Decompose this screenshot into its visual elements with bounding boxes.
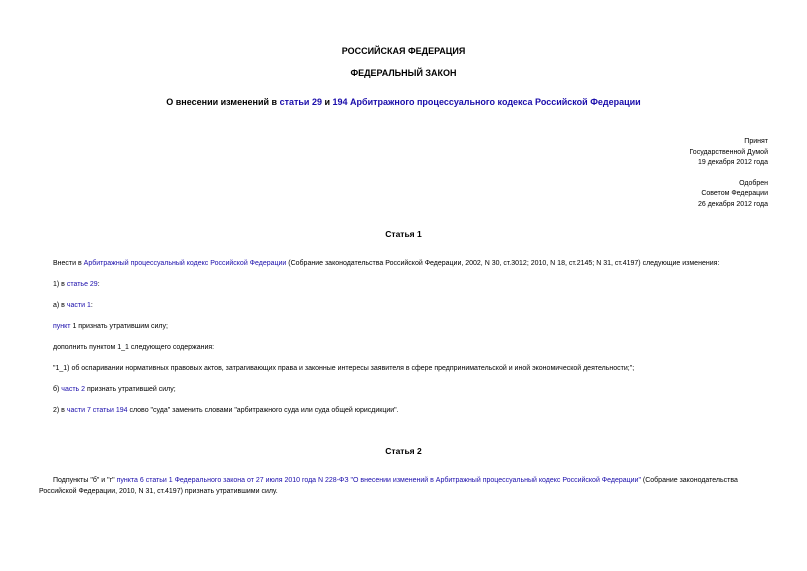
approved-date: 26 декабря 2012 года [697, 200, 768, 208]
title-link-194[interactable]: 194 [332, 97, 348, 107]
article1-punkt: пункт 1 признать утратившим силу; [53, 323, 168, 330]
article1-item1: 1) в статье 29: [53, 281, 100, 288]
link-article-29[interactable]: статье 29 [66, 281, 98, 288]
article1-item-b: б) часть 2 признать утратившей силу; [53, 386, 176, 393]
header-law-type: ФЕДЕРАЛЬНЫЙ ЗАКОН [350, 68, 457, 78]
approved-by: Советом Федерации [701, 190, 768, 197]
header-country: РОССИЙСКАЯ ФЕДЕРАЦИЯ [341, 46, 466, 56]
article1-item-a: а) в части 1: [53, 302, 93, 309]
link-part-7-article-194[interactable]: части 7 статьи 194 [66, 407, 128, 414]
approved-label: Одобрен [739, 179, 768, 187]
title-prefix: О внесении изменений в [166, 97, 280, 107]
document-title [0, 97, 807, 107]
article2-paragraph-line2: Российской Федерации, 2010, N 31, ст.4197) признать утратившими силу. [39, 488, 278, 495]
title-link-apk[interactable]: Арбитражного процессуального кодекса Российской Федерации [347, 97, 641, 107]
article2-paragraph-line1: Подпункты "б" и "г" пункта 6 статьи 1 Федерального закона от 27 июля 2010 года N 228-ФЗ "О внесении изменений в Арбитражный процессуальный кодекс Российской Федерации" (Собрание законодательства [53, 477, 738, 484]
link-federal-law-228[interactable]: пункта 6 статьи 1 Федерального закона от 27 июля 2010 года N 228-ФЗ "О внесении изменений в Арбитражный процессуальный кодекс Российской Федерации" [116, 477, 641, 484]
adopted-label: Принят [744, 138, 768, 145]
article1-intro: Внести в Арбитражный процессуальный кодекс Российской Федерации (Собрание законодательства Российской Федерации, 2002, N 30, ст.3012; 2010, N 18, ст.2145; N 31, ст.4197) следующие изменения: [53, 260, 720, 267]
link-apk[interactable]: Арбитражный процессуальный кодекс Российской Федерации [83, 260, 287, 267]
adoption-block [689, 137, 768, 210]
link-part-1[interactable]: части 1 [66, 302, 91, 309]
title-mid: и [321, 97, 333, 107]
article1-quote: "1_1) об оспаривании нормативных правовых актов, затрагивающих права и законные интересы заявителя в сфере предпринимательской и иной экономической деятельности;"; [53, 365, 635, 372]
link-punkt[interactable]: пункт [53, 323, 71, 330]
adopted-date: 19 декабря 2012 года [697, 159, 768, 166]
article1-heading: Статья 1 [385, 229, 422, 239]
article2-heading: Статья 2 [385, 446, 422, 456]
adopted-by: Государственной Думой [689, 148, 768, 156]
article1-add: дополнить пунктом 1_1 следующего содержания: [53, 344, 215, 351]
title-link-article-29[interactable]: статьи 29 [279, 97, 322, 107]
link-part-2[interactable]: часть 2 [61, 386, 86, 393]
article1-item2: 2) в части 7 статьи 194 слово "суда" заменить словами "арбитражного суда или суда общей юрисдикции". [53, 407, 399, 414]
